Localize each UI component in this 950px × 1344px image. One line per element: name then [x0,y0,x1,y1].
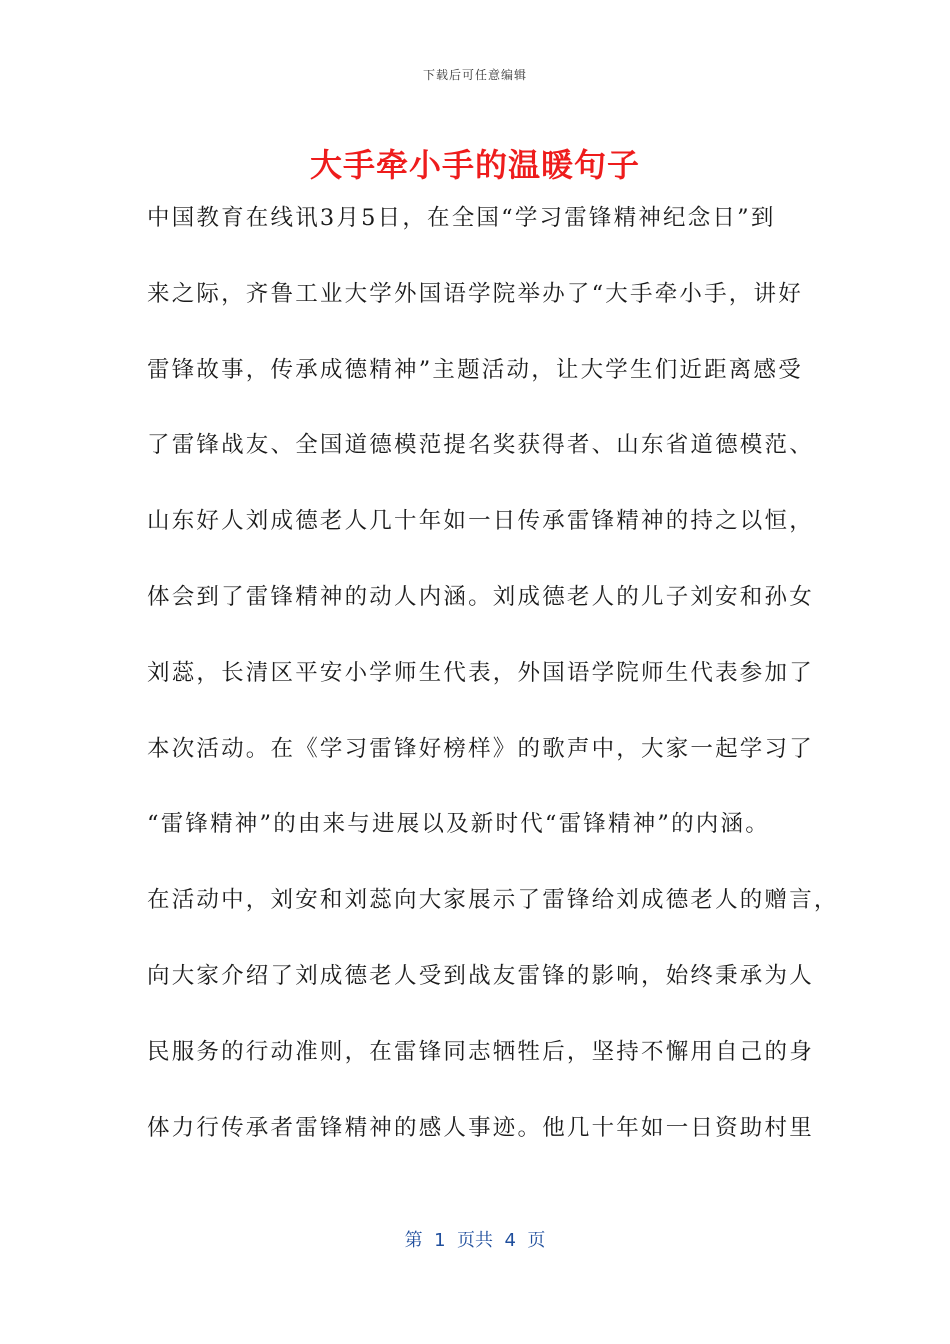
body-line: 民服务的行动准则，在雷锋同志牺牲后，坚持不懈用自己的身 [147,1038,814,1065]
document-title: 大手牵小手的温暖句子 [309,146,640,184]
body-line: 雷锋故事，传承成德精神”主题活动，让大学生们近距离感受 [147,356,803,383]
page-number-footer: 第 1 页共 4 页 [404,1230,546,1251]
header-note: 下载后可任意编辑 [422,68,527,82]
body-line: 来之际，齐鲁工业大学外国语学院举办了“大手牵小手，讲好 [147,280,803,307]
body-line: 了雷锋战友、全国道德模范提名奖获得者、山东省道德模范、 [147,432,814,459]
body-line: 中国教育在线讯3月5日，在全国“学习雷锋精神纪念日”到 [147,205,776,231]
body-line: 向大家介绍了刘成德老人受到战友雷锋的影响，始终秉承为人 [147,962,814,989]
body-line: “雷锋精神”的由来与进展以及新时代“雷锋精神”的内涵。 [147,811,770,838]
body-line: 山东好人刘成德老人几十年如一日传承雷锋精神的持之以恒， [147,508,814,535]
document-body [147,196,839,1181]
body-line: 体会到了雷锋精神的动人内涵。刘成德老人的儿子刘安和孙女 [147,583,814,610]
body-line: 在活动中，刘安和刘蕊向大家展示了雷锋给刘成德老人的赠言， [147,887,839,914]
body-line: 体力行传承者雷锋精神的感人事迹。他几十年如一日资助村里 [147,1114,814,1141]
body-line: 本次活动。在《学习雷锋好榜样》的歌声中，大家一起学习了 [147,735,814,762]
body-line: 刘蕊，长清区平安小学师生代表，外国语学院师生代表参加了 [147,659,814,686]
